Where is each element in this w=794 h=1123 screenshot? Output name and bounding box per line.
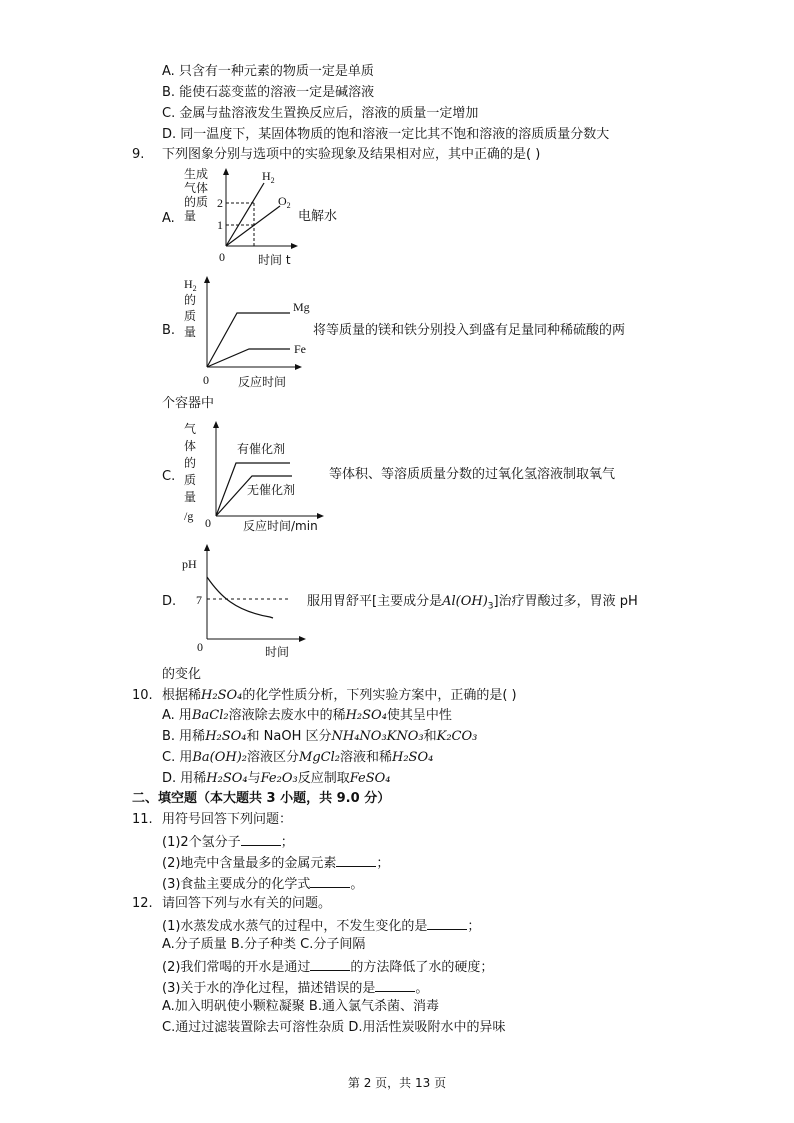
q10-option-c: C. 用Ba(OH)₂溶液区分MgCl₂溶液和稀H₂SO₄ [162, 750, 434, 765]
q10-stem: 根据稀H₂SO₄的化学性质分析，下列实验方案中，正确的是( ) [162, 688, 517, 703]
q11-part-3: (3)食盐主要成分的化学式 。 [162, 877, 364, 892]
q9-d-graph [180, 541, 310, 663]
q12-stem: 请回答下列与水有关的问题。 [162, 896, 332, 911]
q9-a-tick-2: 2 [217, 196, 223, 210]
q9-a-o2-line [226, 206, 280, 246]
q9-a-letter: A. [162, 211, 175, 226]
q9-a-origin: 0 [219, 250, 225, 264]
q12-part-1-options: A.分子质量 B.分子种类 C.分子间隔 [162, 937, 366, 952]
q9-a-x-arrow [291, 243, 298, 249]
q11-blank-3[interactable] [310, 875, 350, 888]
q9-b-fe-line [207, 349, 290, 367]
q9-c-xlabel: 反应时间/min [243, 519, 318, 533]
q9-b-fe-label: Fe [294, 342, 306, 356]
q8-option-a: A. 只含有一种元素的物质一定是单质 [162, 64, 374, 79]
q9-b-caption-cont: 个容器中 [162, 396, 215, 411]
q9-d-ph-curve [207, 577, 273, 618]
q10-option-a: A. 用BaCl₂溶液除去废水中的稀H₂SO₄使其呈中性 [162, 708, 452, 723]
q9-d-ylabel: pH [182, 557, 197, 571]
q10-number: 10. [132, 688, 153, 703]
q9-c-y-arrow [213, 421, 219, 428]
q12-blank-2[interactable] [310, 958, 350, 971]
q9-c-letter: C. [162, 469, 176, 484]
q9-c-ylabel-3: 的 [184, 456, 197, 470]
q12-part-3-options-cd: C.通过过滤装置除去可溶性杂质 D.用活性炭吸附水中的异味 [162, 1020, 506, 1035]
q9-d-xlabel: 时间 [265, 645, 290, 659]
q11-number: 11. [132, 812, 153, 827]
q11-part-2: (2)地壳中含量最多的金属元素 ； [162, 856, 390, 871]
q9-a-y-arrow [223, 168, 229, 175]
q9-c-with-catalyst-label: 有催化剂 [237, 442, 286, 456]
q9-b-ylabel-2: 的 [184, 293, 197, 307]
q9-c-caption: 等体积、等溶质质量分数的过氧化氢溶液制取氧气 [329, 467, 616, 482]
q9-a-ylabel-1: 生成 [184, 167, 209, 181]
q12-part-2: (2)我们常喝的开水是通过 的方法降低了水的硬度； [162, 960, 494, 975]
q9-a-caption: 电解水 [298, 209, 338, 224]
q9-a-graph [180, 166, 310, 272]
q9-b-mg-label: Mg [293, 300, 310, 314]
q9-c-ylabel-6: /g [184, 509, 194, 523]
q9-stem: 下列图象分别与选项中的实验现象及结果相对应，其中正确的是( ) [162, 147, 541, 162]
q9-c-ylabel-5: 量 [184, 490, 197, 504]
q9-b-graph [180, 273, 315, 391]
q9-b-letter: B. [162, 323, 176, 338]
q9-c-ylabel-1: 气 [184, 422, 197, 436]
q11-blank-2[interactable] [336, 854, 376, 867]
q9-c-x-arrow [317, 513, 324, 519]
q9-b-caption: 将等质量的镁和铁分别投入到盛有足量同种稀硫酸的两 [313, 323, 626, 338]
q12-part-3: (3)关于水的净化过程，描述错误的是 。 [162, 981, 429, 996]
q9-d-caption: 服用胃舒平[主要成分是$Al(OH)_3$]治疗胃酸过多，胃液 pH [307, 594, 638, 612]
q11-blank-1[interactable] [241, 833, 281, 846]
q9-d-tick-7: 7 [196, 593, 202, 607]
q9-d-caption-cont: 的变化 [162, 667, 202, 682]
q9-number: 9. [132, 147, 145, 162]
q9-a-ylabel-3: 的质 [184, 195, 209, 209]
q8-option-c: C. 金属与盐溶液发生置换反应后，溶液的质量一定增加 [162, 106, 479, 121]
q8-option-b: B. 能使石蕊变蓝的溶液一定是碱溶液 [162, 85, 375, 100]
q9-a-o2-label: $O_2$ [278, 194, 291, 210]
q12-part-1: (1)水蒸发成水蒸气的过程中，不发生变化的是 ； [162, 919, 481, 934]
q12-number: 12. [132, 896, 153, 911]
q11-part-1: (1)2个氢分子 ； [162, 835, 294, 850]
q9-b-y-arrow [204, 276, 210, 283]
q10-option-b: B. 用稀H₂SO₄和 NaOH 区分NH₄NO₃KNO₃和K₂CO₃ [162, 729, 478, 744]
q9-d-y-arrow [204, 544, 210, 551]
q9-a-ylabel-4: 量 [184, 209, 197, 223]
q9-c-ylabel-4: 质 [184, 473, 197, 487]
q9-d-x-arrow [299, 636, 306, 642]
q9-b-ylabel-3: 质 [184, 309, 197, 323]
q8-option-d: D. 同一温度下，某固体物质的饱和溶液一定比其不饱和溶液的溶质质量分数大 [162, 127, 610, 142]
page-footer: 第 2 页，共 13 页 [347, 1076, 447, 1090]
q9-c-graph [180, 418, 340, 538]
q9-b-xlabel: 反应时间 [238, 375, 287, 389]
q9-b-ylabel-4: 量 [184, 325, 197, 339]
q9-a-h2-line [226, 183, 264, 246]
q9-c-ylabel-2: 体 [184, 439, 197, 453]
q9-d-letter: D. [162, 594, 177, 609]
q9-a-h2-label: $H_2$ [262, 169, 275, 185]
q9-b-mg-line [207, 313, 290, 367]
q9-a-ylabel-2: 气体 [184, 181, 209, 195]
section-fill-in-title: 二、填空题（本大题共 3 小题，共 9.0 分） [132, 791, 391, 806]
q12-blank-1[interactable] [427, 917, 467, 930]
q12-part-3-options-ab: A.加入明矾使小颗粒凝聚 B.通入氯气杀菌、消毒 [162, 999, 439, 1014]
q9-a-xlabel: 时间 t [258, 253, 291, 267]
q10-option-d: D. 用稀H₂SO₄与Fe₂O₃反应制取FeSO₄ [162, 771, 391, 786]
q9-b-x-arrow [295, 364, 302, 370]
q9-a-tick-1: 1 [217, 218, 223, 232]
q9-d-origin: 0 [197, 640, 203, 654]
q12-blank-3[interactable] [375, 979, 415, 992]
q9-c-origin: 0 [205, 516, 211, 530]
q9-b-ylabel-1: $H_2$ [184, 277, 197, 293]
q11-stem: 用符号回答下列问题： [162, 812, 293, 827]
q9-c-without-catalyst-label: 无催化剂 [247, 483, 296, 497]
q9-b-origin: 0 [203, 373, 209, 387]
